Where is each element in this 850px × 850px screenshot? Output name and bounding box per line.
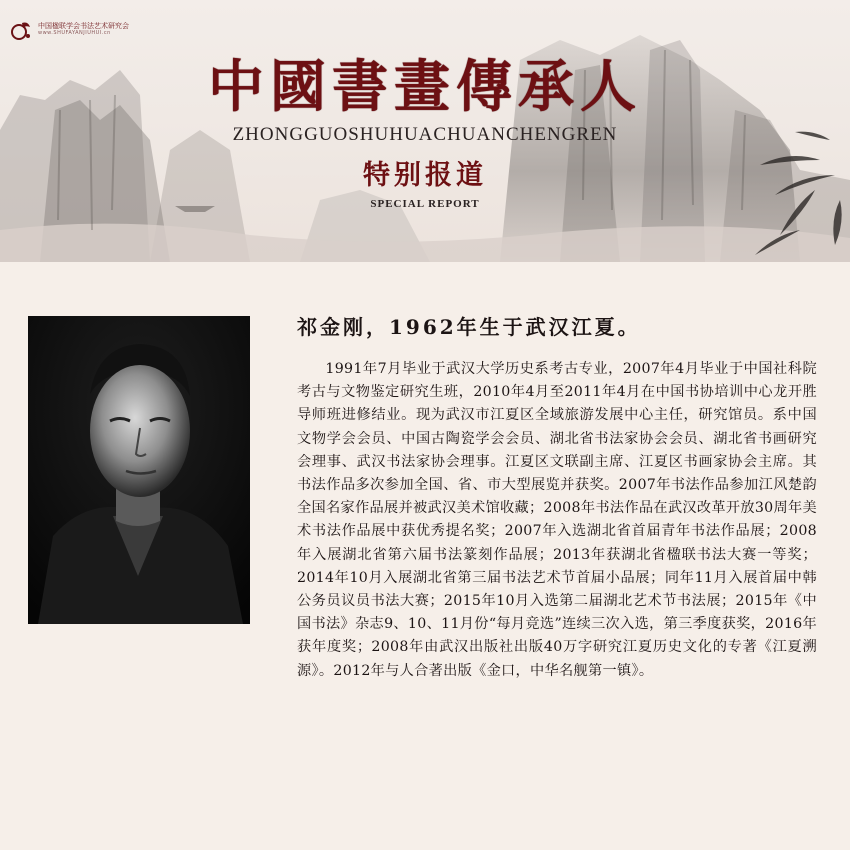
calligraphy-seal-icon <box>10 19 32 41</box>
logo-org-name: 中国楹联学会书法艺术研究会 <box>38 22 129 31</box>
section-label-en: SPECIAL REPORT <box>370 198 480 210</box>
logo-website: www.SHUFAYANJIUHUI.cn <box>38 30 111 37</box>
header-banner <box>0 0 850 262</box>
article-heading: 祁金刚，1962年生于武汉江夏。 <box>297 315 641 339</box>
title-pinyin: ZHONGGUOSHUHUACHUANCHENGREN <box>232 124 618 145</box>
article-body: 1991年7月毕业于武汉大学历史系考古专业，2007年4月毕业于中国社科院考古与文物鉴定研究生班，2010年4月至2011年4月在中国书协培训中心龙开胜导师班进修结业。现为武汉市江夏区全域旅游发展中心主任，研究馆员。系中国文物学会会员、中国古陶瓷学会会员、湖北省书法家协会会员、湖北省书画研究会理事、武汉书法家协会理事。江夏区文联副主席、江夏区书画家协会主席。其书法作品多次参加全国、省、市大型展览并获奖。2007年书法作品参加江风楚韵全国名家作品展并被武汉美术馆收藏；2008年书法作品在武汉改革开放30周年美术书法作品展中获优秀提名奖；2007年入选湖北省首届青年书法作品展；2008年入展湖北省第六届书法篆刻作品展；2013年获湖北省楹联书法大赛一等奖；2014年10月入展湖北省第三届书法艺术节首届小品展；同年11月入展首届中韩公务员议员书法大赛；2015年10月入选第二届湖北艺术节书法展；2015年《中国书法》杂志9、10、11月份“每月竞选”连续三次入选，第三季度获奖，2016年获年度奖；2008年由武汉出版社出版40万字研究江夏历史文化的专著《江夏溯源》。2012年与人合著出版《金口，中华名舰第一镇》。 <box>297 361 817 679</box>
portrait-photo <box>28 316 250 624</box>
organization-logo <box>10 19 129 41</box>
section-label-cn: 特别报道 <box>363 160 487 191</box>
page-title: 中國書畫傳承人 <box>208 54 642 120</box>
